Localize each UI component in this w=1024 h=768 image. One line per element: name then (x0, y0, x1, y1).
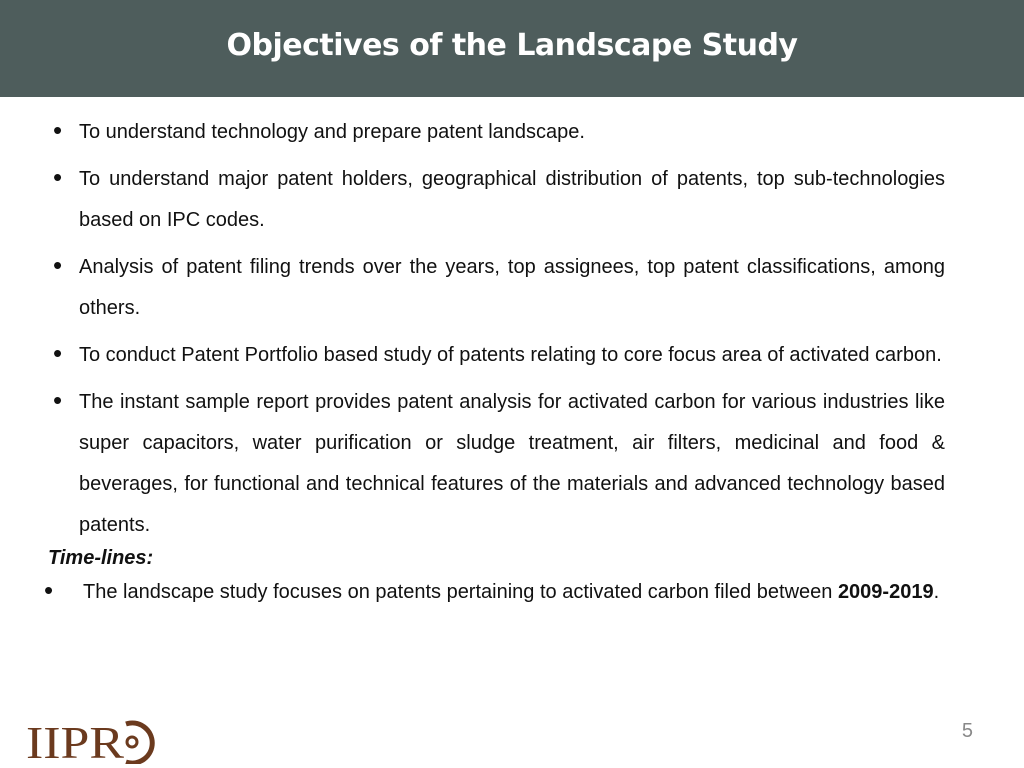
bullet-text: To understand major patent holders, geographical distribution of patents, top sub-technologies based on IPC codes. (79, 168, 945, 231)
bullet-text: To conduct Patent Portfolio based study of patents relating to core focus area of activated carbon. (79, 344, 942, 366)
timeline-suffix: . (933, 581, 940, 603)
bullet-dot-icon: • (44, 575, 54, 605)
bullet-dot-icon: • (53, 162, 63, 192)
bullet-text: Analysis of patent filing trends over the years, top assignees, top patent classifications, among others. (79, 256, 945, 319)
timeline-text: The landscape study focuses on patents pertaining to activated carbon filed between (83, 581, 838, 603)
bullet-item (48, 159, 945, 241)
bullet-dot-icon: • (53, 338, 63, 368)
objectives-list (48, 112, 945, 546)
timeline-list (44, 572, 945, 613)
timeline-item (44, 572, 945, 613)
bullet-item (48, 247, 945, 329)
svg-text:IIPR: IIPR (26, 717, 125, 764)
timeline-period: 2009-2019 (837, 581, 934, 603)
bullet-item (48, 335, 945, 376)
page-number: 5 (961, 720, 973, 742)
iiprd-logo (26, 716, 156, 764)
slide-content (44, 112, 945, 613)
timelines-heading: Time-lines: (48, 547, 154, 569)
bullet-dot-icon: • (53, 385, 63, 415)
bullet-dot-icon: • (53, 115, 63, 145)
bullet-text: The instant sample report provides patent analysis for activated carbon for various industries like super capacitors, water purification or sludge treatment, air filters, medicinal and food & beverages, for functional and technical features of the materials and advanced technology based patents. (79, 391, 945, 536)
bullet-dot-icon: • (53, 250, 63, 280)
slide-header (0, 0, 1024, 97)
bullet-item (48, 382, 945, 546)
bullet-text: To understand technology and prepare patent landscape. (79, 121, 585, 143)
bullet-item (48, 112, 945, 153)
slide-title: Objectives of the Landscape Study (226, 28, 798, 63)
